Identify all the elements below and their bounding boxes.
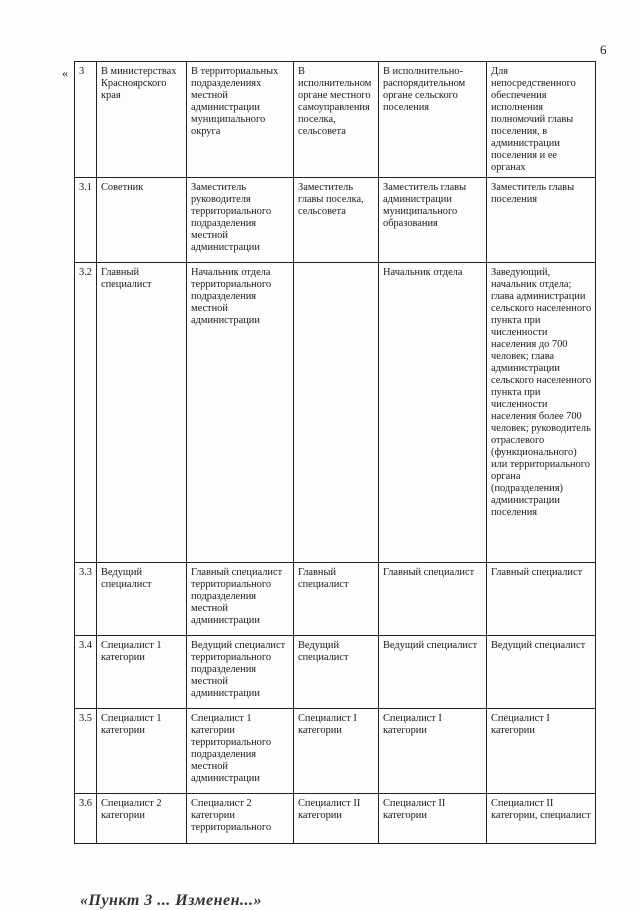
table-cell: Ведущий специалист bbox=[97, 563, 187, 636]
table-cell: Заместитель руководителя территориального подразделения местной администрации bbox=[187, 178, 294, 263]
table-cell: Начальник отдела территориального подразделения местной администрации bbox=[187, 263, 294, 563]
table-cell: Специалист 2 категории территориального bbox=[187, 794, 294, 844]
table-cell: Специалист II категории bbox=[379, 794, 487, 844]
header-cell-territorial: В территориальных подразделениях местной администрации муниципального округа bbox=[187, 62, 294, 178]
header-cell-settlement: В исполнительном органе местного самоуправления поселка, сельсовета bbox=[294, 62, 379, 178]
table-cell: Заведующий, начальник отдела; глава администрации сельского населенного пункта при численности населения до 700 человек; глава администрации сельского населенного пункта при численности населения более 700 человек; руководитель отраслевого (функционального) или территориального органа (подразделения) администрации поселения bbox=[487, 263, 596, 563]
table-cell: Начальник отдела bbox=[379, 263, 487, 563]
opening-quote-mark: « bbox=[62, 66, 68, 80]
table-cell: Специалист I категории bbox=[294, 709, 379, 794]
table-cell: Главный специалист bbox=[487, 563, 596, 636]
table-cell: 3.1 bbox=[75, 178, 97, 263]
page-number: 6 bbox=[600, 42, 607, 57]
table-cell: Ведущий специалист территориального подразделения местной администрации bbox=[187, 636, 294, 709]
table-cell: Специалист 1 категории bbox=[97, 709, 187, 794]
header-cell-rural: В исполнительно-распорядительном органе сельского поселения bbox=[379, 62, 487, 178]
table-cell: Ведущий специалист bbox=[294, 636, 379, 709]
table-cell: Заместитель главы поселения bbox=[487, 178, 596, 263]
table-row bbox=[75, 178, 596, 263]
table-cell: Советник bbox=[97, 178, 187, 263]
table-cell: 3.3 bbox=[75, 563, 97, 636]
table-cell: 3.2 bbox=[75, 263, 97, 563]
table-row bbox=[75, 563, 596, 636]
table-row bbox=[75, 709, 596, 794]
header-cell-ministries: В министерствах Красноярского края bbox=[97, 62, 187, 178]
table-cell bbox=[294, 263, 379, 563]
table-cell: Главный специалист bbox=[379, 563, 487, 636]
table-cell: Специалист I категории bbox=[379, 709, 487, 794]
cut-off-bottom-text: «Пункт 3 ... Изменен...» bbox=[80, 892, 262, 909]
table-cell: Главный специалист bbox=[97, 263, 187, 563]
positions-table bbox=[74, 61, 596, 844]
table-cell: Главный специалист bbox=[294, 563, 379, 636]
table-cell: Специалист 1 категории территориального подразделения местной администрации bbox=[187, 709, 294, 794]
table-row bbox=[75, 263, 596, 563]
table-cell: Специалист I категории bbox=[487, 709, 596, 794]
table-cell: Специалист II категории bbox=[294, 794, 379, 844]
table-cell: 3.5 bbox=[75, 709, 97, 794]
table-cell: Специалист 2 категории bbox=[97, 794, 187, 844]
table-cell: Заместитель главы поселка, сельсовета bbox=[294, 178, 379, 263]
header-cell-number: 3 bbox=[75, 62, 97, 178]
table-cell: Специалист II категории, специалист bbox=[487, 794, 596, 844]
table-cell: Заместитель главы администрации муниципального образования bbox=[379, 178, 487, 263]
header-cell-head: Для непосредственного обеспечения исполнения полномочий главы поселения, в администрации поселения и ее органах bbox=[487, 62, 596, 178]
table-row bbox=[75, 794, 596, 844]
table-row bbox=[75, 636, 596, 709]
table-cell: Ведущий специалист bbox=[487, 636, 596, 709]
table-cell: Специалист 1 категории bbox=[97, 636, 187, 709]
table-cell: 3.4 bbox=[75, 636, 97, 709]
table-header-row bbox=[75, 62, 596, 178]
table-cell: Ведущий специалист bbox=[379, 636, 487, 709]
table-cell: 3.6 bbox=[75, 794, 97, 844]
table-cell: Главный специалист территориального подразделения местной администрации bbox=[187, 563, 294, 636]
